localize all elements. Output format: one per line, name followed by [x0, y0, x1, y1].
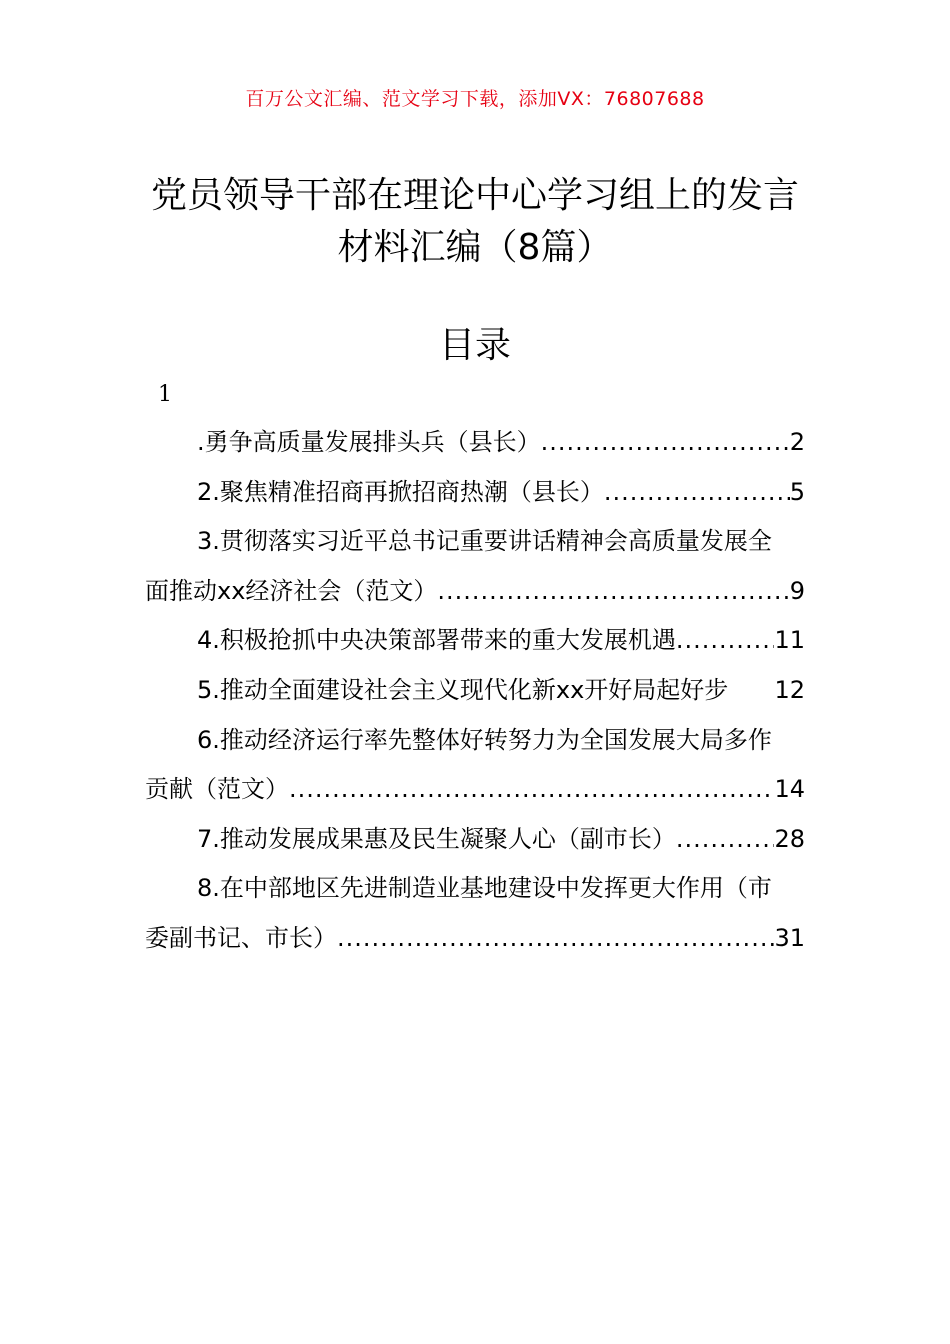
- toc-entry-5[interactable]: [145, 666, 805, 716]
- toc-page-number: 2: [789, 428, 805, 456]
- toc-entry-3[interactable]: [145, 517, 805, 616]
- toc-entry-title: 3.贯彻落实习近平总书记重要讲话精神会高质量发展全: [197, 527, 772, 556]
- toc-entry-1[interactable]: [145, 418, 805, 468]
- toc-entry-title: 5.推动全面建设社会主义现代化新xx开好局起好步: [197, 675, 729, 704]
- toc-entry-8[interactable]: [145, 864, 805, 963]
- toc-entry-title: .勇争高质量发展排头兵（县长）: [197, 428, 541, 456]
- header-note: 百万公文汇编、范文学习下载，添加VX：76807688: [245, 88, 705, 110]
- stray-number: 1: [158, 382, 172, 407]
- toc-entry-6[interactable]: [145, 716, 805, 815]
- title-line-1: 党员领导干部在理论中心学习组上的发言: [150, 175, 799, 216]
- toc-leader-dots: [676, 616, 775, 666]
- toc-leader-dots: [437, 567, 789, 617]
- toc-page-number: 9: [789, 576, 805, 605]
- toc-entry-title: 2.聚焦精准招商再掀招商热潮（县长）: [197, 477, 604, 506]
- table-of-contents: [145, 418, 805, 964]
- toc-leader-dots: [676, 815, 775, 865]
- toc-entry-2[interactable]: [145, 468, 805, 518]
- toc-entry-4[interactable]: [145, 616, 805, 666]
- toc-entry-title: 7.推动发展成果惠及民生凝聚人心（副市长）: [197, 824, 676, 853]
- toc-entry-title: 4.积极抢抓中央决策部署带来的重大发展机遇: [197, 626, 676, 655]
- toc-page-number: 5: [789, 477, 805, 506]
- toc-page-number: 12: [774, 675, 805, 704]
- toc-leader-dots: [604, 468, 790, 518]
- toc-page-number: 31: [774, 923, 805, 952]
- toc-page-number: 14: [774, 775, 805, 804]
- toc-entry-title-cont: 面推动xx经济社会（范文）: [145, 576, 438, 605]
- toc-heading: 目录: [438, 325, 511, 366]
- toc-page-number: 11: [774, 626, 805, 655]
- toc-leader-dots: [289, 765, 774, 815]
- toc-entry-title: 6.推动经济运行率先整体好转努力为全国发展大局多作: [197, 725, 772, 754]
- document-title: [100, 170, 850, 274]
- toc-entry-title-cont: 委副书记、市长）: [145, 923, 337, 952]
- toc-entry-title: 8.在中部地区先进制造业基地建设中发挥更大作用（市: [197, 874, 772, 903]
- title-line-2: 材料汇编（8篇）: [337, 227, 613, 268]
- toc-entry-title-cont: 贡献（范文）: [145, 775, 289, 804]
- toc-entry-7[interactable]: [145, 815, 805, 865]
- toc-page-number: 28: [774, 824, 805, 853]
- toc-leader-dots: [541, 418, 790, 468]
- toc-leader-dots: [337, 914, 774, 964]
